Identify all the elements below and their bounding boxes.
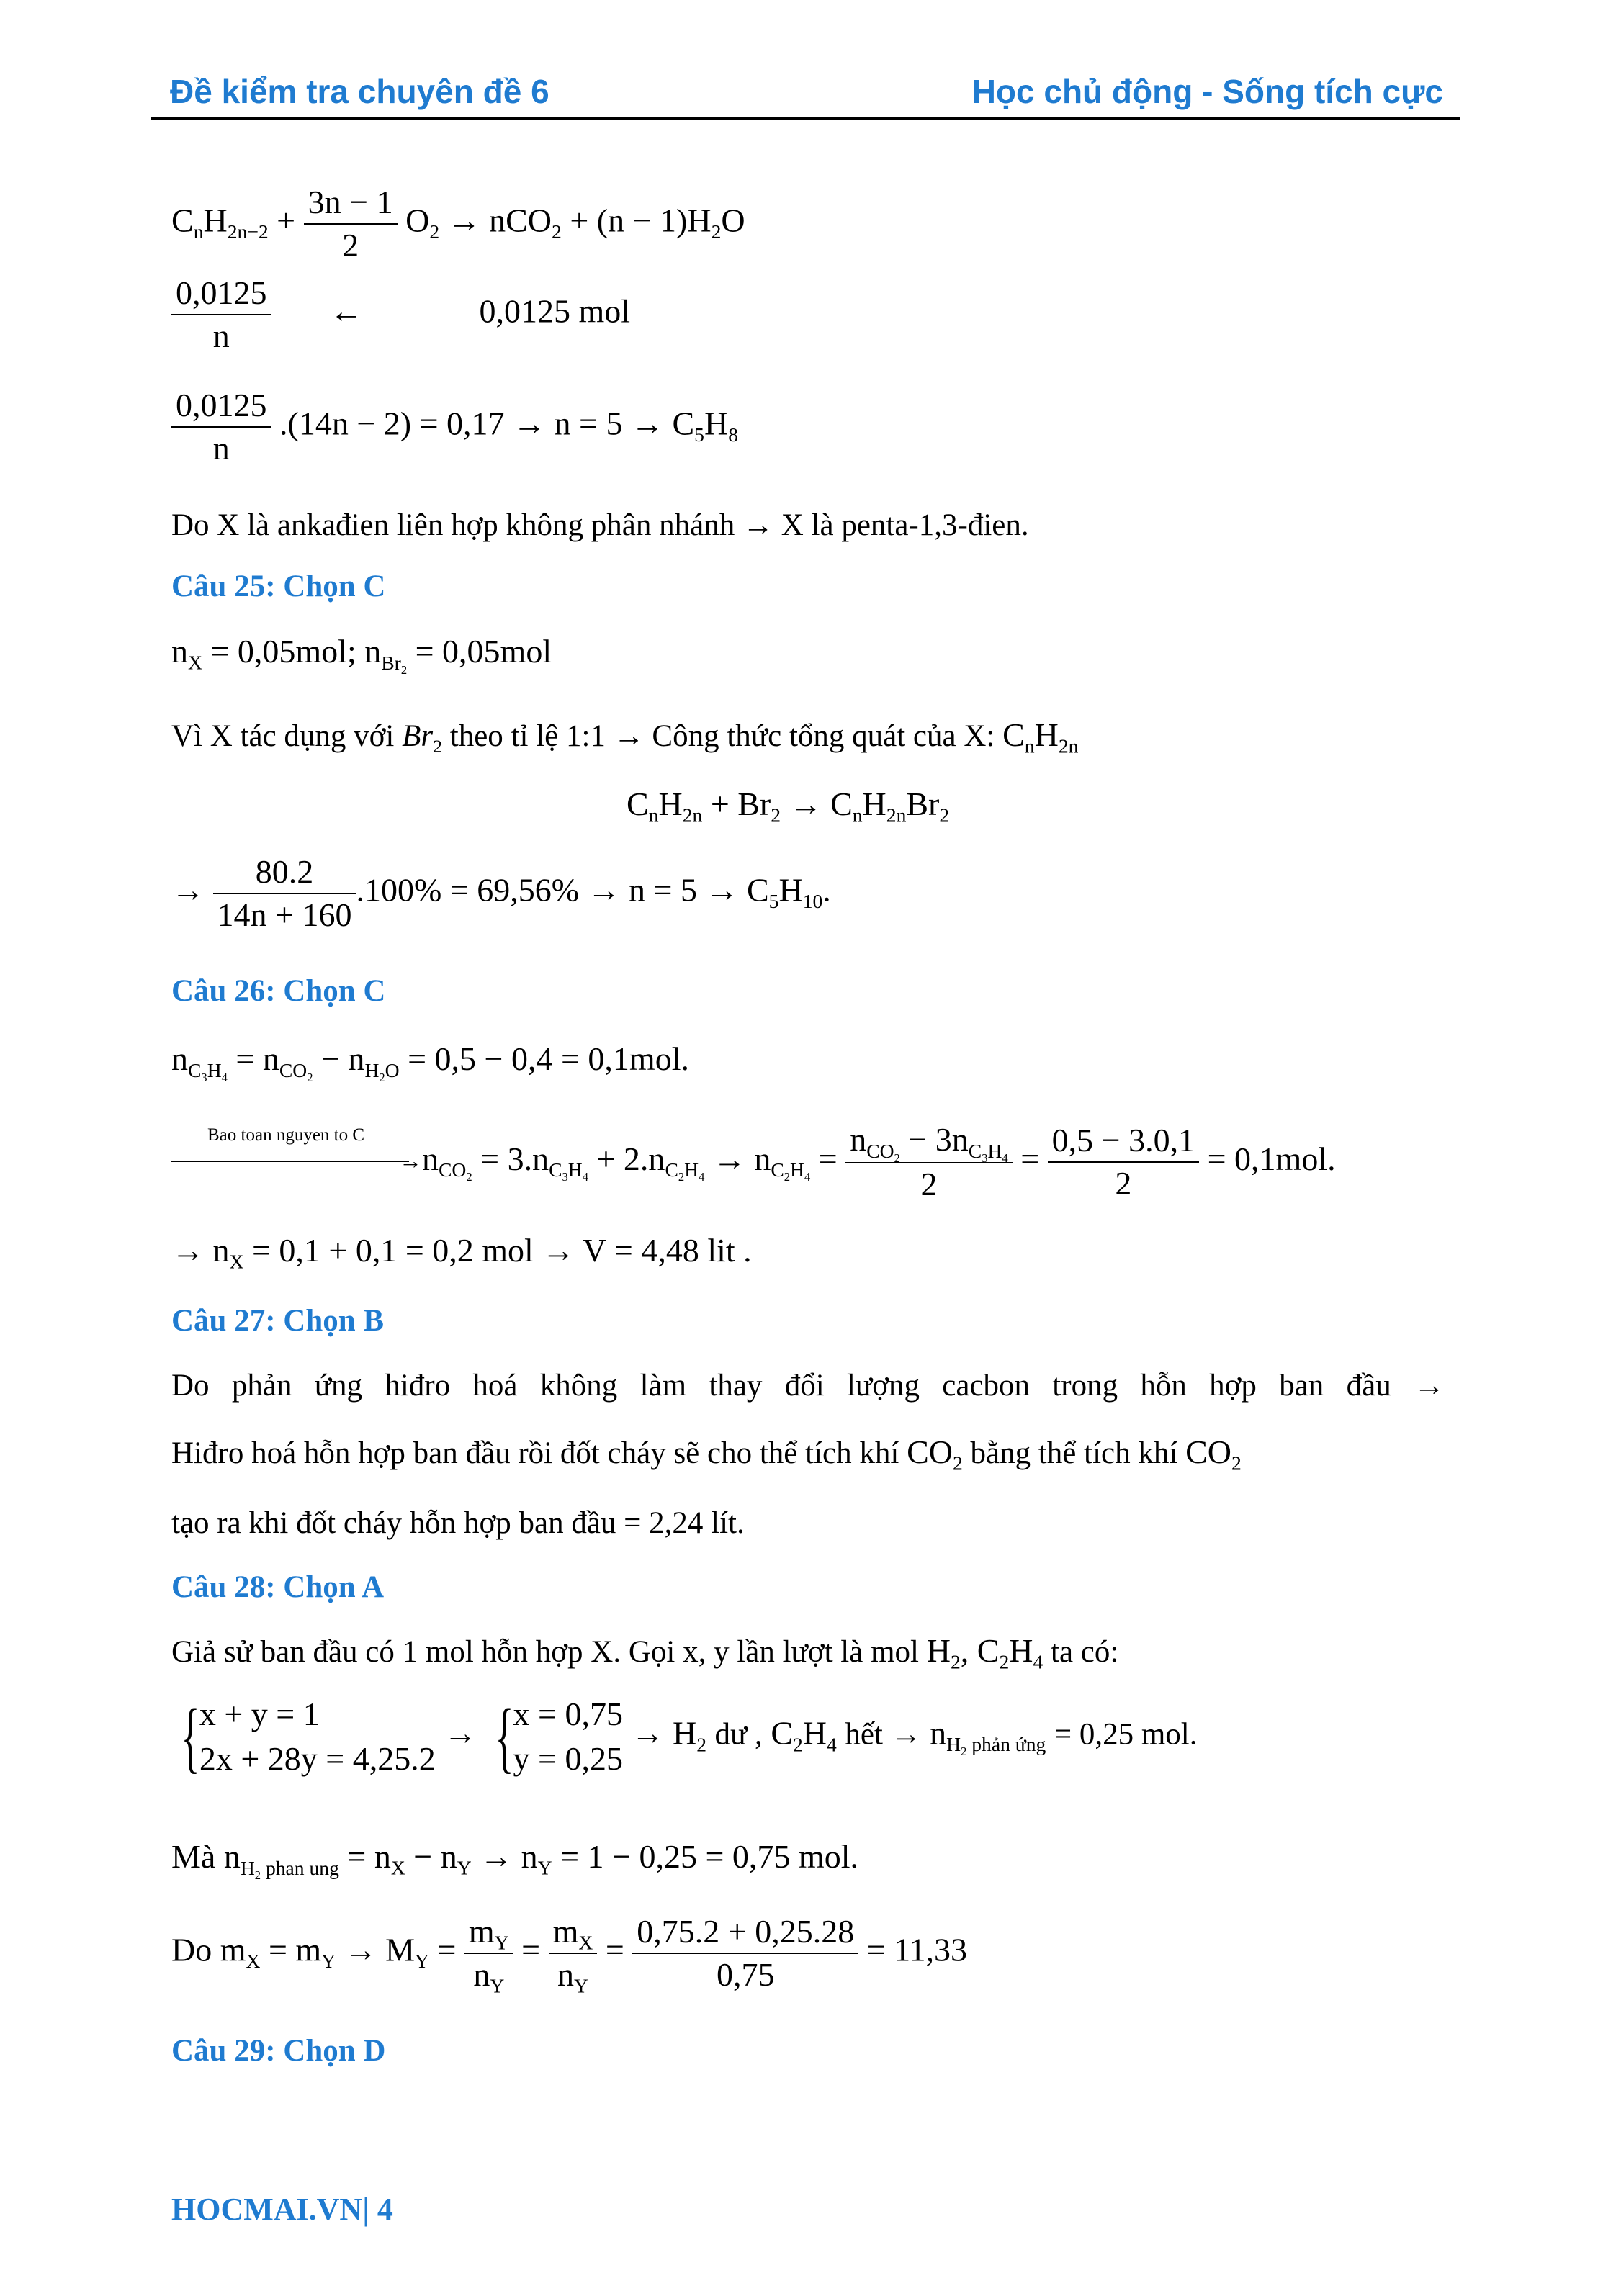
q25-reason: Vì X tác dụng với $Br_2$ theo tỉ lệ 1:1 → Công thức tổng quát của X: $C_nH_{2n}$	[171, 716, 1079, 757]
q28-title: Câu 28: Chọn A	[171, 1570, 385, 1604]
q26-moles-equation: $n_{C_3H_4} = n_{CO_2} - n_{H_2O} = 0,5 - 0,4 = 0,1mol$.	[171, 1040, 689, 1084]
header-left-title: Đề kiểm tra chuyên đề 6	[170, 73, 549, 110]
q26-volume-result: → $n_X = 0,1 + 0,1 = 0,2$ mol → V = 4,48 lit .	[171, 1232, 752, 1273]
q24-conclusion: Do X là ankađien liên hợp không phân nhánh → X là penta-1,3-đien.	[171, 508, 1029, 542]
header-right-slogan: Học chủ động - Sống tích cực	[971, 73, 1443, 110]
header-divider	[151, 117, 1460, 120]
mol-value: 0,0125 mol	[479, 292, 631, 330]
carbon-balance-arrow: Bao toan nguyen to C →	[171, 1148, 422, 1176]
q26-carbon-balance: Bao toan nguyen to C → $n_{CO_2} = 3.n_{C_3H_4} + 2.n_{C_2H_4} \to n_{C_2H_4}$ = $\frac{n_{CO_2} - 3n_{C_3H_4}}{2}$ = $\frac{0,5 - 3.0,1}{2}$ = 0,1mol.	[171, 1123, 1336, 1201]
q25-title: Câu 25: Chọn C	[171, 570, 386, 603]
q28-assumption: Giả sử ban đầu có 1 mol hỗn hợp X. Gọi x, y lần lượt là mol $H_2$, $C_2H_4$ ta có:	[171, 1632, 1119, 1673]
q27-paragraph-line1: Do phản ứng hiđro hoá không làm thay đổi lượng cacbon trong hỗn hợp ban đầu →	[171, 1369, 1445, 1403]
mass-equation: $\frac{0,0125}{n}$ $.(14n - 2) = 0,17 \to n = 5 \to C_5H_8$	[171, 389, 738, 465]
q27-title: Câu 27: Chọn B	[171, 1304, 385, 1338]
q28-molar-mass: Do $m_X = m_Y \to M_Y$ = $\frac{m_Y}{n_Y}$ = $\frac{m_X}{n_Y}$ = $\frac{0,75.2 + 0,25.28}{0,75}$ = 11,33	[171, 1913, 967, 1997]
mole-relation-line: $\frac{0,0125}{n}$ ← 0,0125 mol	[171, 276, 630, 353]
q25-addition-equation: $C_nH_{2n} + Br_2 \to C_nH_{2n}Br_2$	[627, 785, 950, 827]
combustion-equation: $C_nH_{2n-2}$ + $\frac{3n - 1}{2}$ $O_2 \to nCO_2 + (n - 1)H_2O$	[171, 184, 745, 264]
q25-percent-equation: → $\frac{80.2}{14n + 160}$ $.100\% = 69,56\% \to n = 5 \to C_5H_{10}$.	[171, 853, 831, 933]
q28-mole-y: Mà $n_{H_2 phan ung} = n_X - n_Y \to n_Y = 1 - 0,25 = 0,75$ mol.	[171, 1838, 858, 1882]
q27-paragraph-line3: tạo ra khi đốt cháy hỗn hợp ban đầu = 2,24 lít.	[171, 1506, 745, 1540]
q28-system-equations: {x + y = 1 2x + 28y = 4,25.2 → {x = 0,75 $y = 0,25 \to H_2$ dư , $C_2H_4$ hết → $n_{H_2 phản ứng} = 0,25$ mol.	[181, 1693, 1198, 1781]
q26-title: Câu 26: Chọn C	[171, 974, 386, 1008]
q29-title: Câu 29: Chọn D	[171, 2034, 386, 2068]
footer-page-label: HOCMAI.VN| 4	[171, 2192, 393, 2227]
q27-paragraph-line2: Hiđro hoá hỗn hợp ban đầu rồi đốt cháy sẽ cho thể tích khí $CO_2$ bằng thể tích khí $CO_2$	[171, 1433, 1242, 1475]
q25-moles: $n_X = 0,05mol$; $n_{Br_2} = 0,05mol$	[171, 633, 552, 677]
